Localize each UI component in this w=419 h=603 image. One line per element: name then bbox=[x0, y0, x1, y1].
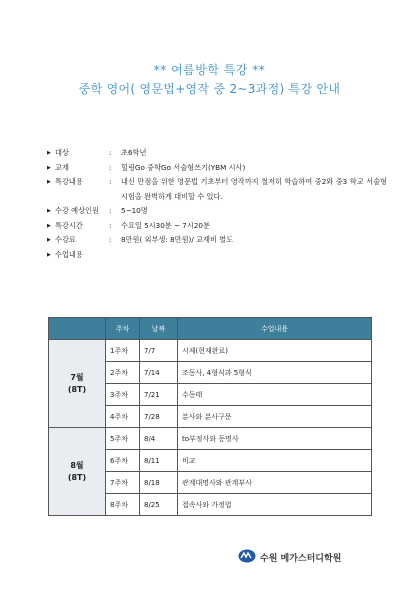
bullet-icon: ▶ bbox=[47, 179, 51, 185]
table-row bbox=[49, 340, 372, 362]
info-label: 교재 bbox=[55, 162, 69, 172]
date-cell: 8/11 bbox=[140, 450, 178, 472]
page-title: ** 여름방학 특강 ** bbox=[153, 63, 266, 77]
course-info bbox=[47, 146, 387, 262]
info-row-target: ▶ 대상 : 초6학년 bbox=[47, 146, 387, 161]
table-header: 주차 bbox=[106, 318, 140, 340]
content-cell: 관계대명사와 관계부사 bbox=[178, 472, 372, 494]
megastudy-logo-icon bbox=[238, 549, 256, 563]
month-cell bbox=[49, 428, 106, 516]
page-subtitle: 중학 영어( 영문법+영작 중 2~3과정) 특강 안내 bbox=[78, 82, 341, 96]
info-row-textbook: ▶ 교재 : 힐링Go 중학Go 서술형쓰기(YBM 시사) bbox=[47, 161, 387, 176]
content-cell: 비교 bbox=[178, 450, 372, 472]
month-label: 8월 bbox=[70, 460, 84, 470]
week-cell: 8주차 bbox=[106, 494, 140, 516]
info-value: 5~10명 bbox=[121, 206, 148, 215]
session-count: (8T) bbox=[67, 384, 87, 394]
info-value: 내신 만점을 위한 영문법 기초부터 영작까지 철저히 학습하여 중2와 중3 학교 서술형 시험을 완벽하게 대비할 수 있다. bbox=[121, 177, 387, 201]
bullet-icon: ▶ bbox=[47, 164, 51, 171]
info-label: 수업내용 bbox=[55, 249, 83, 259]
info-row-curriculum bbox=[47, 248, 387, 263]
info-value bbox=[121, 248, 387, 263]
content-cell: 수동태 bbox=[178, 384, 372, 406]
date-cell: 8/4 bbox=[140, 428, 178, 450]
week-cell: 1주차 bbox=[106, 340, 140, 362]
date-cell: 7/7 bbox=[140, 340, 178, 362]
week-cell: 7주차 bbox=[106, 472, 140, 494]
date-cell: 8/25 bbox=[140, 494, 178, 516]
bullet-icon: ▶ bbox=[47, 222, 51, 229]
info-row-content: ▶ 특강내용 : 내신 만점을 위한 영문법 기초부터 영작까지 철저히 학습하여 중2와 중3 학교 서술형 시험을 완벽하게 대비할 수 있다. bbox=[47, 175, 387, 204]
info-label: 대상 bbox=[55, 148, 69, 157]
info-row-capacity: ▶ 수강 예상인원 : 5~10명 bbox=[47, 204, 387, 219]
info-value: 초6학년 bbox=[121, 148, 147, 157]
table-row bbox=[49, 428, 372, 450]
session-count: (8T) bbox=[67, 472, 87, 482]
date-cell: 7/28 bbox=[140, 406, 178, 428]
schedule-table bbox=[48, 317, 372, 516]
info-value: 힐링Go 중학Go 서술형쓰기(YBM 시사) bbox=[121, 162, 246, 172]
week-cell: 6주차 bbox=[106, 450, 140, 472]
week-cell: 3주차 bbox=[106, 384, 140, 406]
week-cell: 2주차 bbox=[106, 362, 140, 384]
date-cell: 8/18 bbox=[140, 472, 178, 494]
bullet-icon: ▶ bbox=[47, 237, 51, 243]
table-header: 날짜 bbox=[140, 318, 178, 340]
week-cell: 4주차 bbox=[106, 406, 140, 428]
month-cell bbox=[49, 340, 106, 428]
week-cell: 5주차 bbox=[106, 428, 140, 450]
table-header: 수업내용 bbox=[178, 318, 372, 340]
info-label: 특강내용 bbox=[55, 177, 83, 186]
content-cell: 접속사와 가정법 bbox=[178, 494, 372, 516]
date-cell: 7/21 bbox=[140, 384, 178, 406]
table-header-row bbox=[49, 318, 372, 340]
info-value: 8만원( 외부생: 8만원)/ 교재비 별도 bbox=[121, 235, 234, 244]
content-cell: to부정사와 동명사 bbox=[178, 428, 372, 450]
info-label: 특강시간 bbox=[55, 220, 83, 230]
bullet-icon: ▶ bbox=[47, 150, 51, 156]
info-label: 수강료 bbox=[55, 235, 76, 244]
info-row-time: ▶ 특강시간 : 수요일 5시30분 ~ 7시20분 bbox=[47, 219, 387, 234]
content-cell: 조동사, 4형식과 5형식 bbox=[178, 362, 372, 384]
info-value: 수요일 5시30분 ~ 7시20분 bbox=[121, 220, 210, 230]
date-cell: 7/14 bbox=[140, 362, 178, 384]
info-row-fee: ▶ 수강료 : 8만원( 외부생: 8만원)/ 교재비 별도 bbox=[47, 233, 387, 248]
bullet-icon: ▶ bbox=[47, 208, 51, 214]
academy-name: 수원 메가스터디학원 bbox=[260, 554, 342, 564]
content-cell: 분사와 분사구문 bbox=[178, 406, 372, 428]
content-cell: 시제(현재완료) bbox=[178, 340, 372, 362]
info-label: 수강 예상인원 bbox=[55, 206, 99, 215]
bullet-icon: ▶ bbox=[47, 251, 51, 258]
table-header bbox=[49, 318, 106, 340]
month-label: 7월 bbox=[70, 372, 84, 382]
